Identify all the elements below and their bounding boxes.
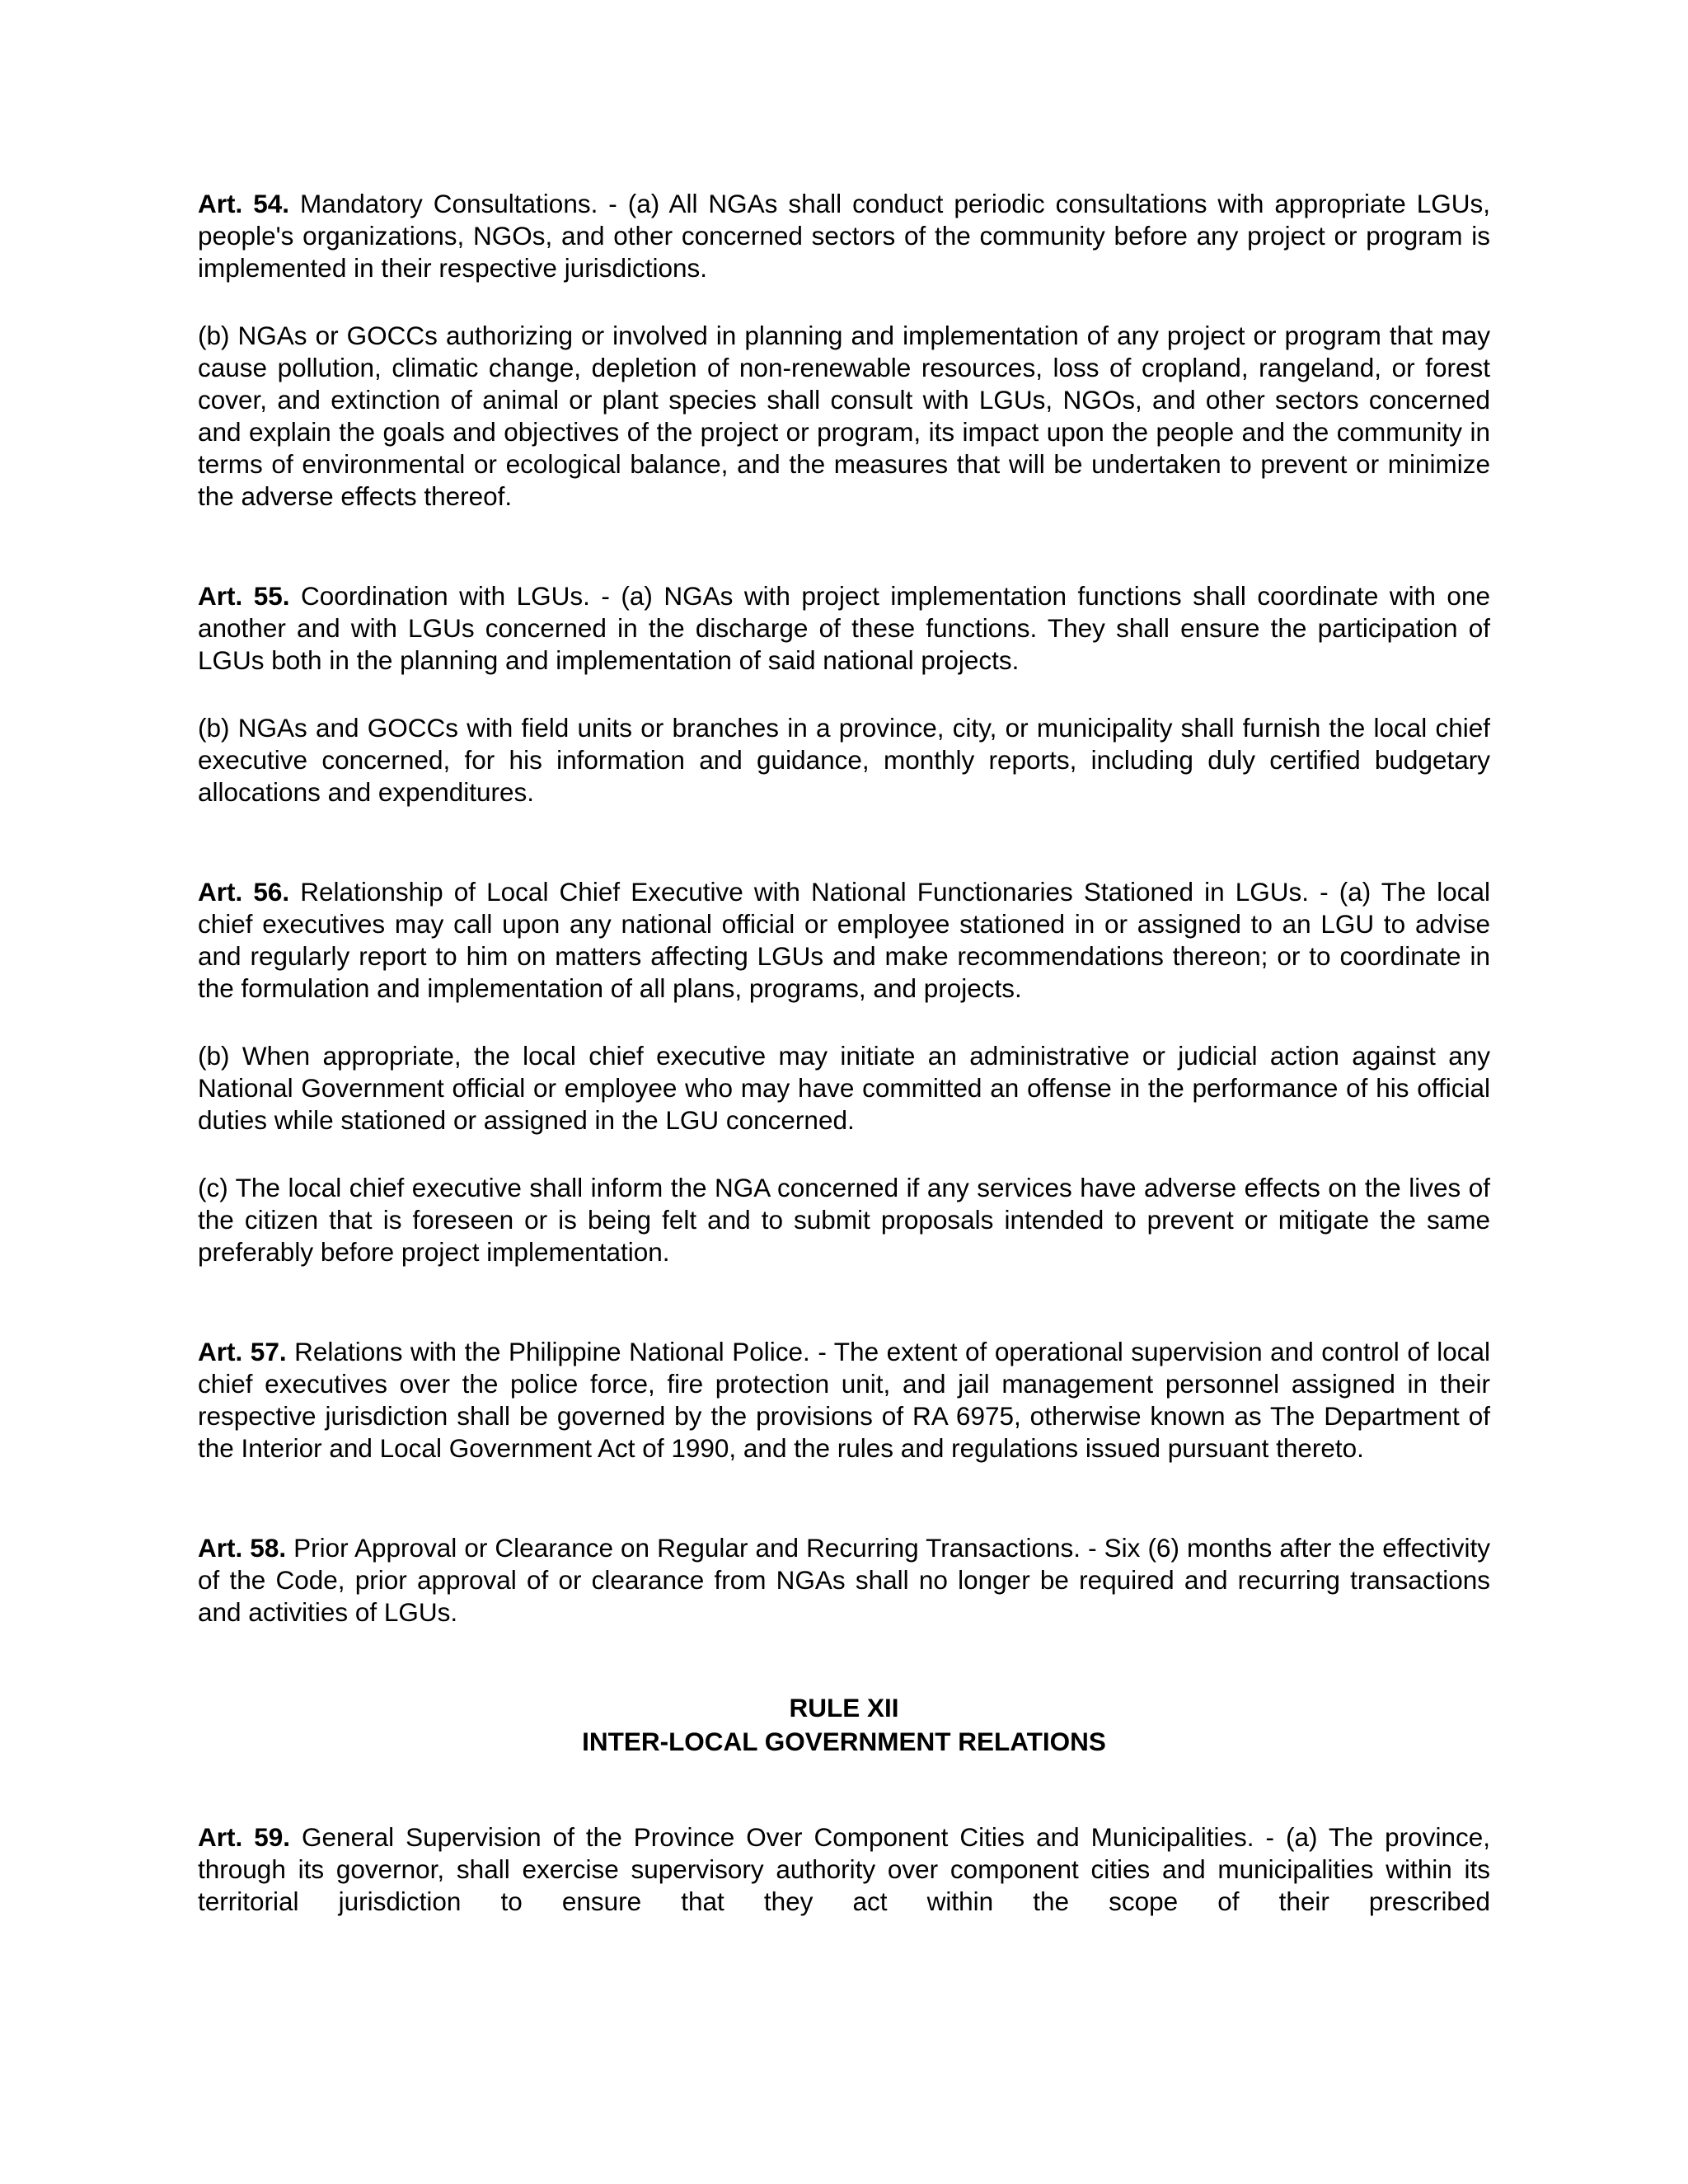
article-58-label: Art. 58. [198, 1533, 287, 1563]
article-54-paragraph-b: (b) NGAs or GOCCs authorizing or involved in planning and implementation of any project or program that may cause pollution, climatic change, depletion of non-renewable resources, loss of cropland, rangeland, or forest cover, and extinction of animal or plant species shall consult with LGUs, NGOs, and other sectors concerned and explain the goals and objectives of the project or program, its impact upon the people and the community in terms of environmental or ecological balance, and the measures that will be undertaken to prevent or minimize the adverse effects thereof. [198, 321, 1490, 511]
article-54-paragraph-a [198, 188, 1490, 284]
article-54-label: Art. 54. [198, 189, 289, 218]
article-59-paragraph [198, 1821, 1490, 1918]
article-55 [198, 580, 1490, 808]
rule-number: RULE XII [789, 1693, 899, 1722]
article-56-paragraph-c: (c) The local chief executive shall inform the NGA concerned if any services have adverse effects on the lives of the citizen that is foreseen or is being felt and to submit proposals intended to prevent or mitigate the same preferably before project implementation. [198, 1173, 1490, 1267]
article-57-text: Relations with the Philippine National Police. - The extent of operational supervision and control of local chief executives over the police force, fire protection unit, and jail management personnel assigned in their respective jurisdiction shall be governed by the provisions of RA 6975, otherwise known as The Department of the Interior and Local Government Act of 1990, and the rules and regulations issued pursuant thereto. [198, 1337, 1490, 1463]
article-57 [198, 1336, 1490, 1465]
article-57-paragraph [198, 1336, 1490, 1465]
article-55-paragraph-b: (b) NGAs and GOCCs with field units or branches in a province, city, or municipality shall furnish the local chief executive concerned, for his information and guidance, monthly reports, including duly certified budgetary allocations and expenditures. [198, 713, 1490, 807]
article-56-text-a: Relationship of Local Chief Executive with National Functionaries Stationed in LGUs. - (a) The local chief executives may call upon any national official or employee stationed in or assigned to an LGU to advise and regularly report to him on matters affecting LGUs and make recommendations thereon; or to coordinate in the formulation and implementation of all plans, programs, and projects. [198, 877, 1490, 1003]
article-56-paragraph-a [198, 876, 1490, 1005]
article-55-paragraph-a [198, 580, 1490, 677]
rule-heading [198, 1691, 1490, 1759]
rule-title: INTER-LOCAL GOVERNMENT RELATIONS [582, 1727, 1106, 1756]
article-59-label: Art. 59. [198, 1822, 291, 1852]
article-56-paragraph-b: (b) When appropriate, the local chief executive may initiate an administrative or judicial action against any National Government official or employee who may have committed an offense in the performance of his official duties while stationed or assigned in the LGU concerned. [198, 1041, 1490, 1135]
article-58-paragraph [198, 1532, 1490, 1629]
article-55-label: Art. 55. [198, 581, 290, 611]
article-56 [198, 876, 1490, 1268]
article-56-label: Art. 56. [198, 877, 290, 907]
article-59 [198, 1821, 1490, 1918]
article-58-text: Prior Approval or Clearance on Regular and Recurring Transactions. - Six (6) months after the effectivity of the Code, prior approval of or clearance from NGAs shall no longer be required and recurring transactions and activities of LGUs. [198, 1533, 1490, 1627]
article-55-text-a: Coordination with LGUs. - (a) NGAs with project implementation functions shall coordinate with one another and with LGUs concerned in the discharge of these functions. They shall ensure the participation of LGUs both in the planning and implementation of said national projects. [198, 581, 1490, 675]
article-59-text: General Supervision of the Province Over Component Cities and Municipalities. - (a) The province, through its governor, shall exercise supervisory authority over component cities and municipalities within its territorial jurisdiction to ensure that they act within the scope of their prescribed [198, 1822, 1490, 1916]
article-57-label: Art. 57. [198, 1337, 287, 1366]
article-54-text-a: Mandatory Consultations. - (a) All NGAs shall conduct periodic consultations with appropriate LGUs, people's organizations, NGOs, and other concerned sectors of the community before any project or program is implemented in their respective jurisdictions. [198, 189, 1490, 283]
article-54 [198, 188, 1490, 513]
article-58 [198, 1532, 1490, 1629]
document-page [198, 188, 1490, 1918]
